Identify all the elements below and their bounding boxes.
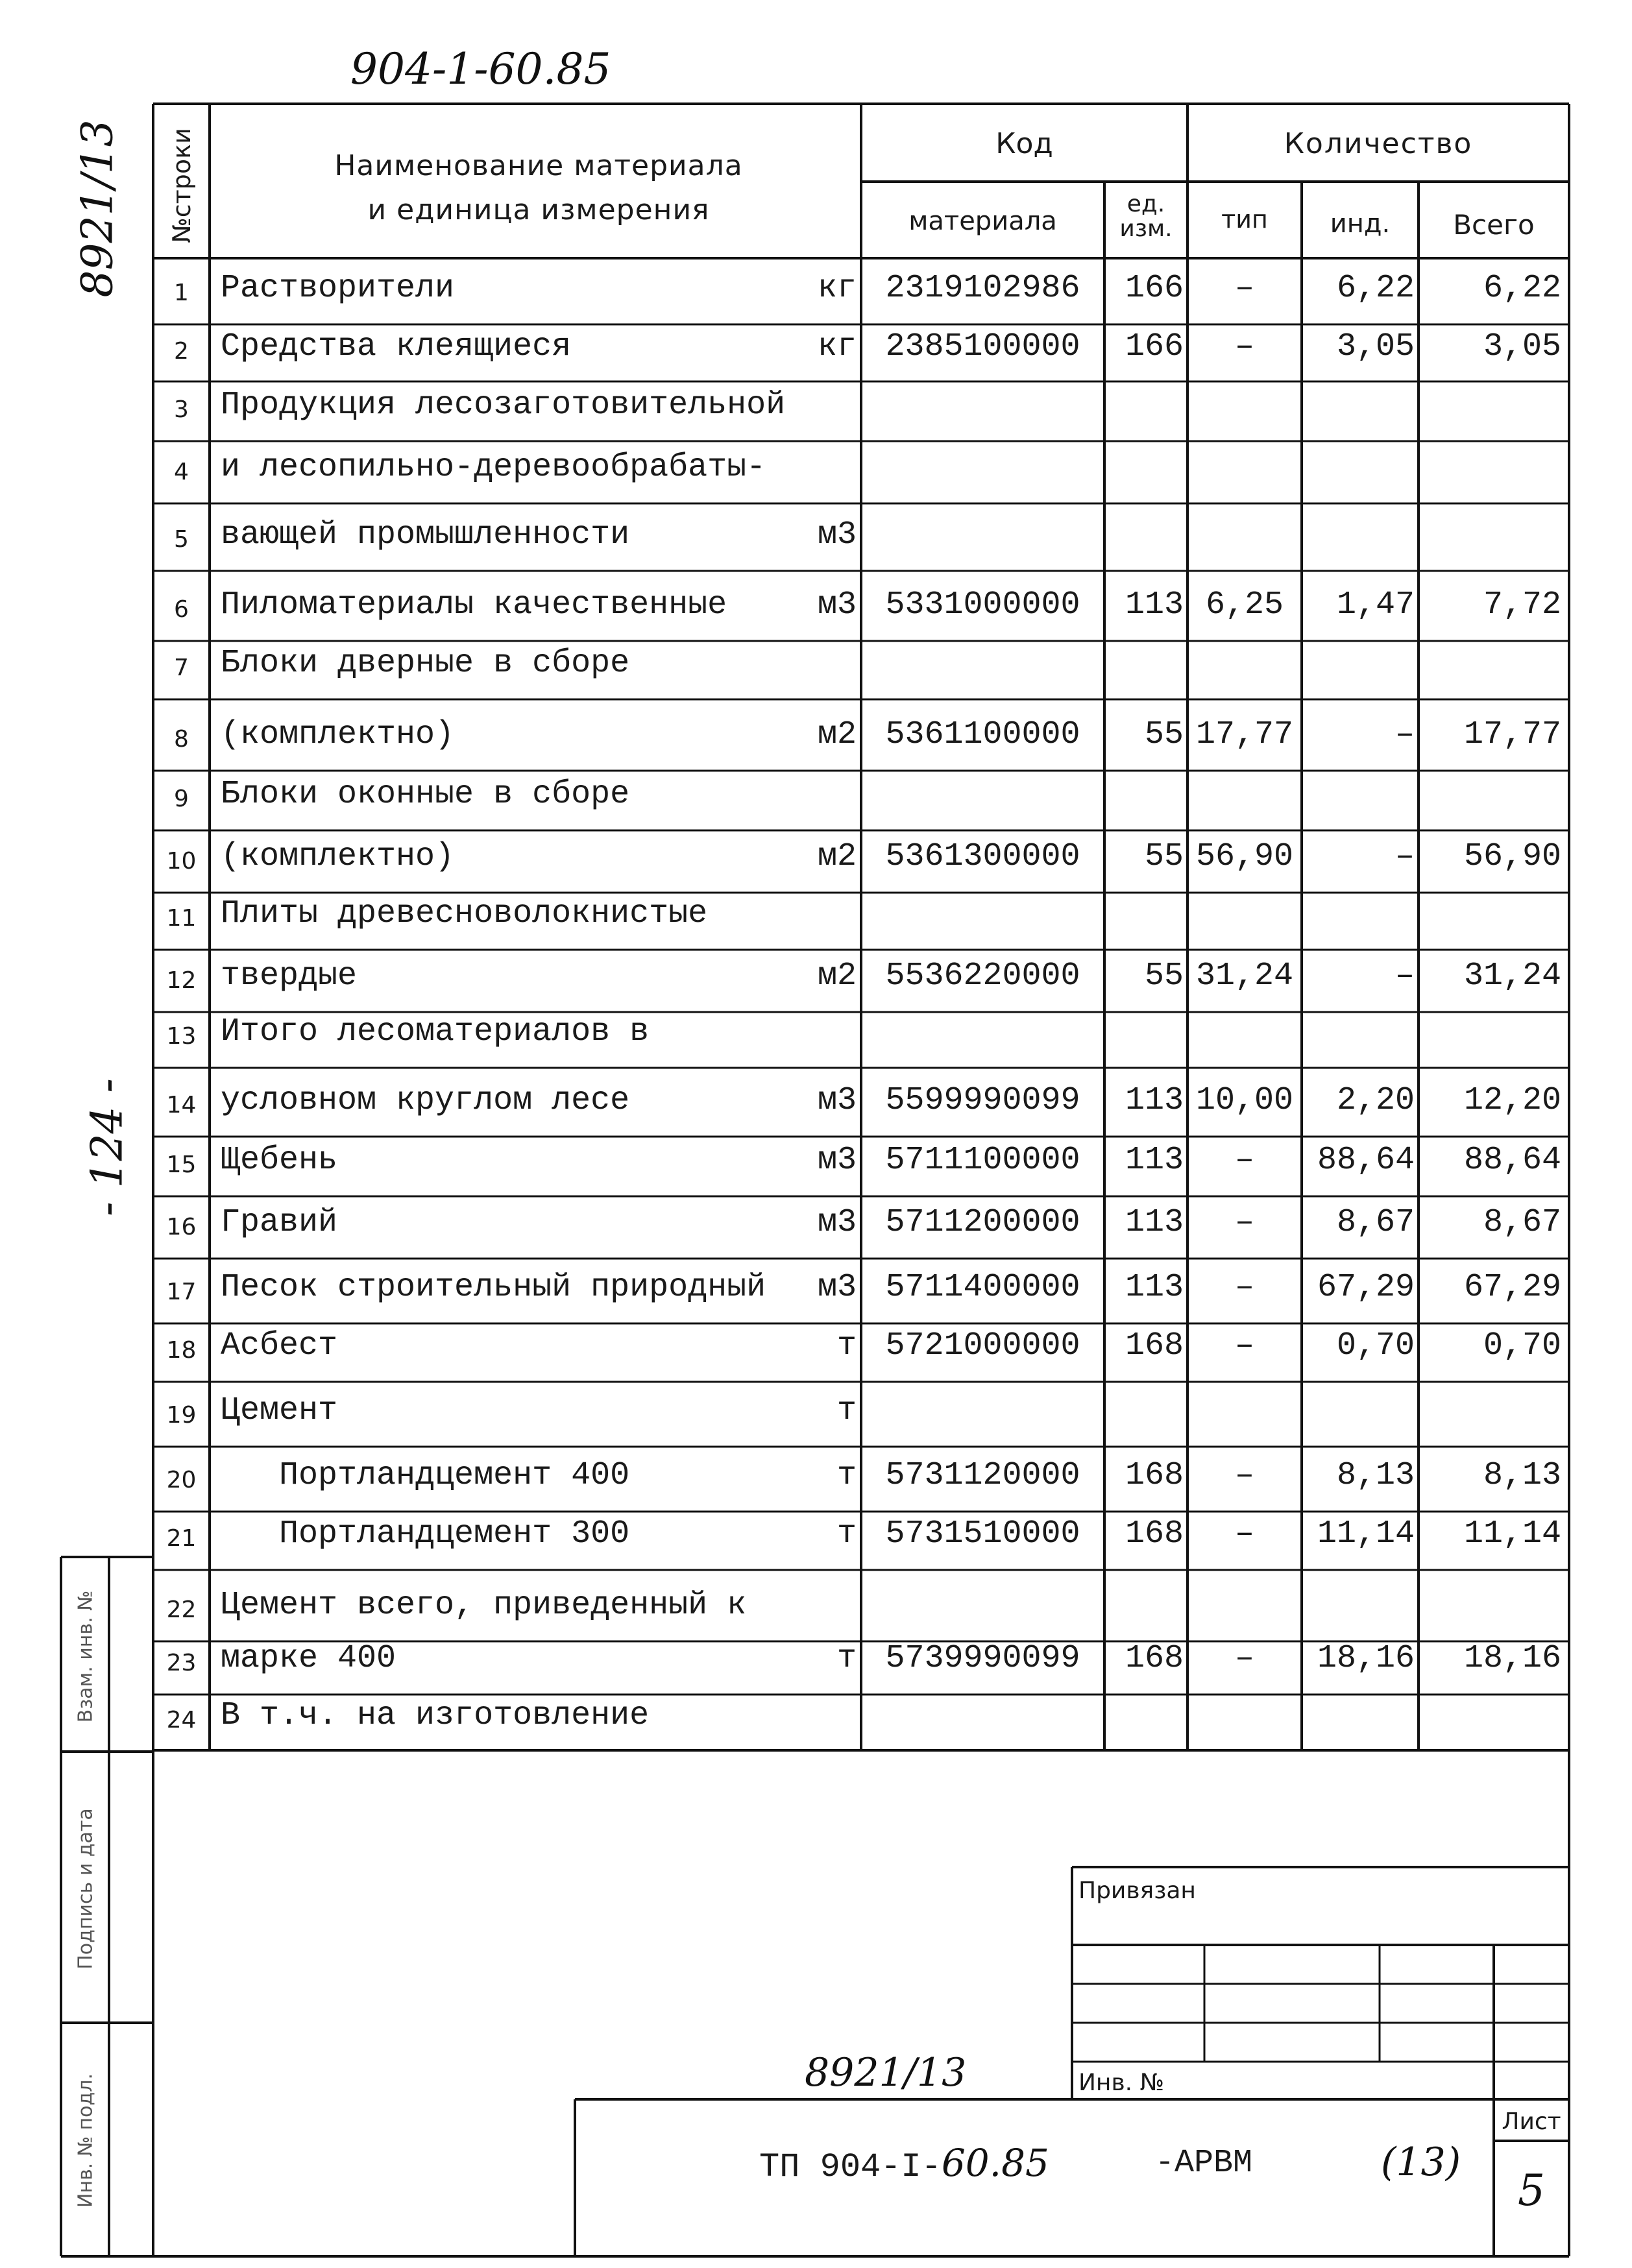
header-name: Наименование материала и единица измерения: [334, 149, 743, 227]
row-1-code: 2319102986: [885, 270, 1080, 307]
row-11-n: 11: [166, 905, 197, 932]
row-13-name: Итого лесоматериалов в: [221, 1013, 650, 1050]
row-23-name: марке 400: [221, 1640, 396, 1677]
row-16-total: 8,67: [1483, 1204, 1561, 1241]
row-16-name: Гравий: [221, 1204, 338, 1241]
row-22-n: 22: [166, 1597, 197, 1623]
row-8-uc: 55: [1144, 716, 1184, 753]
row-14-uc: 113: [1125, 1082, 1184, 1119]
row-12-unit: м2: [817, 958, 857, 995]
row-5-name: вающей промышленности: [221, 516, 630, 553]
row-7-n: 7: [174, 655, 189, 681]
row-8-ind: –: [1395, 716, 1415, 753]
row-9-n: 9: [174, 786, 189, 812]
row-2-uc: 166: [1125, 328, 1184, 365]
row-14-total: 12,20: [1463, 1082, 1561, 1119]
stamp-doc-suffix: -АРВМ: [1155, 2145, 1253, 2182]
row-10-ind: –: [1395, 838, 1415, 875]
row-18-total: 0,70: [1483, 1327, 1561, 1364]
row-6-code: 5331000000: [885, 586, 1080, 623]
row-15-unit: м3: [817, 1142, 857, 1179]
row-7-name: Блоки дверные в сборе: [221, 645, 630, 682]
row-17-unit: м3: [817, 1269, 857, 1306]
row-15-uc: 113: [1125, 1142, 1184, 1179]
row-1-uc: 166: [1125, 270, 1184, 307]
row-8-name: (комплектно): [221, 716, 455, 753]
row-20-name: Портландцемент 400: [221, 1457, 630, 1494]
row-16-unit: м3: [817, 1204, 857, 1241]
row-10-n: 10: [166, 848, 197, 875]
header-unit-code: ед. изм.: [1119, 191, 1173, 242]
row-4-name: и лесопильно-деревообрабаты-: [221, 449, 766, 486]
stamp-inv-no: Инв. №: [1078, 2069, 1165, 2096]
row-10-unit: м2: [817, 838, 857, 875]
row-1-name: Растворители: [221, 270, 455, 307]
row-1-ind: 6,22: [1336, 270, 1415, 307]
row-8-code: 5361100000: [885, 716, 1080, 753]
row-15-total: 88,64: [1463, 1142, 1561, 1179]
row-5-n: 5: [174, 526, 189, 553]
row-21-ind: 11,14: [1317, 1515, 1415, 1552]
row-18-unit: т: [836, 1327, 857, 1364]
row-12-uc: 55: [1144, 958, 1184, 995]
stamp-doc-code-hand: 60.85: [941, 2141, 1049, 2185]
header-ind: инд.: [1330, 209, 1391, 239]
row-6-n: 6: [174, 596, 189, 623]
row-17-n: 17: [166, 1279, 197, 1305]
row-21-type: –: [1234, 1515, 1254, 1552]
row-23-type: –: [1234, 1640, 1254, 1677]
row-19-name: Цемент: [221, 1392, 338, 1429]
row-18-n: 18: [166, 1337, 197, 1364]
row-8-total: 17,77: [1463, 716, 1561, 753]
row-23-ind: 18,16: [1317, 1640, 1415, 1677]
row-20-type: –: [1234, 1457, 1254, 1494]
side-label-podpis: Подпись и дата: [74, 1808, 97, 1970]
side-label-vzam: Взам. инв. №: [74, 1590, 97, 1723]
header-row-no: №строки: [167, 128, 196, 243]
row-15-ind: 88,64: [1317, 1142, 1415, 1179]
row-2-name: Средства клеящиеся: [221, 328, 572, 365]
row-10-total: 56,90: [1463, 838, 1561, 875]
row-21-uc: 168: [1125, 1515, 1184, 1552]
row-15-code: 5711100000: [885, 1142, 1080, 1179]
row-23-code: 5739990099: [885, 1640, 1080, 1677]
row-8-n: 8: [174, 726, 189, 753]
row-21-unit: т: [836, 1515, 857, 1552]
row-20-code: 5731120000: [885, 1457, 1080, 1494]
row-19-n: 19: [166, 1402, 197, 1429]
stamp-handwritten-no: 8921/13: [805, 2050, 967, 2095]
row-15-name: Щебень: [221, 1142, 338, 1179]
row-22-name: Цемент всего, приведенный к: [221, 1587, 747, 1624]
row-14-ind: 2,20: [1336, 1082, 1415, 1119]
row-1-type: –: [1234, 270, 1254, 307]
row-23-n: 23: [166, 1650, 197, 1676]
row-6-type: 6,25: [1205, 586, 1284, 623]
row-23-uc: 168: [1125, 1640, 1184, 1677]
row-18-code: 5721000000: [885, 1327, 1080, 1364]
row-23-total: 18,16: [1463, 1640, 1561, 1677]
row-13-n: 13: [166, 1023, 197, 1050]
row-17-name: Песок строительный природный: [221, 1269, 766, 1306]
row-20-n: 20: [166, 1467, 197, 1493]
page-number-vertical: - 124 -: [82, 1078, 132, 1216]
row-21-n: 21: [166, 1525, 197, 1552]
row-3-name: Продукция лесозаготовительной: [221, 387, 786, 424]
row-20-ind: 8,13: [1336, 1457, 1415, 1494]
row-8-unit: м2: [817, 716, 857, 753]
row-10-code: 5361300000: [885, 838, 1080, 875]
row-6-name: Пиломатериалы качественные: [221, 586, 727, 623]
row-10-uc: 55: [1144, 838, 1184, 875]
row-23-unit: т: [836, 1640, 857, 1677]
row-24-name: В т.ч. на изготовление: [221, 1697, 650, 1734]
row-8-type: 17,77: [1195, 716, 1294, 753]
row-17-uc: 113: [1125, 1269, 1184, 1306]
header-quantity: Количество: [1284, 127, 1473, 160]
row-16-n: 16: [166, 1214, 197, 1240]
row-16-ind: 8,67: [1336, 1204, 1415, 1241]
row-18-uc: 168: [1125, 1327, 1184, 1364]
row-15-n: 15: [166, 1152, 197, 1178]
stamp-doc-code: [759, 2141, 1049, 2186]
row-24-n: 24: [166, 1707, 197, 1733]
row-14-unit: м3: [817, 1082, 857, 1119]
row-14-n: 14: [166, 1092, 197, 1118]
row-15-type: –: [1234, 1142, 1254, 1179]
row-12-type: 31,24: [1195, 958, 1294, 995]
header-material: материала: [908, 206, 1057, 236]
row-3-n: 3: [174, 396, 189, 423]
row-1-unit: кг: [817, 270, 857, 307]
row-2-ind: 3,05: [1336, 328, 1415, 365]
row-10-name: (комплектно): [221, 838, 455, 875]
row-21-code: 5731510000: [885, 1515, 1080, 1552]
stamp-list-value: 5: [1518, 2165, 1545, 2215]
row-6-total: 7,72: [1483, 586, 1561, 623]
row-20-total: 8,13: [1483, 1457, 1561, 1494]
stamp-list-label: Лист: [1502, 2108, 1561, 2135]
header-code: Код: [995, 127, 1053, 160]
row-2-total: 3,05: [1483, 328, 1561, 365]
handwritten-doc-code: 904-1-60.85: [350, 44, 611, 94]
row-16-type: –: [1234, 1204, 1254, 1241]
row-9-name: Блоки оконные в сборе: [221, 776, 630, 813]
row-1-n: 1: [174, 280, 189, 306]
row-18-ind: 0,70: [1336, 1327, 1415, 1364]
row-2-code: 2385100000: [885, 328, 1080, 365]
row-4-n: 4: [174, 459, 189, 485]
row-17-total: 67,29: [1463, 1269, 1561, 1306]
row-21-name: Портландцемент 300: [221, 1515, 630, 1552]
row-20-unit: т: [836, 1457, 857, 1494]
row-1-total: 6,22: [1483, 270, 1561, 307]
left-margin-number: 8921/13: [72, 119, 123, 298]
row-14-type: 10,00: [1195, 1082, 1294, 1119]
row-2-unit: кг: [817, 328, 857, 365]
row-10-type: 56,90: [1195, 838, 1294, 875]
row-14-code: 5599990099: [885, 1082, 1080, 1119]
header-total: Всего: [1453, 209, 1535, 241]
row-12-ind: –: [1395, 958, 1415, 995]
row-17-type: –: [1234, 1269, 1254, 1306]
row-12-name: твердые: [221, 958, 358, 995]
row-17-code: 5711400000: [885, 1269, 1080, 1306]
row-12-n: 12: [166, 967, 197, 994]
row-11-name: Плиты древесноволокнистые: [221, 895, 708, 932]
row-21-total: 11,14: [1463, 1515, 1561, 1552]
row-18-type: –: [1234, 1327, 1254, 1364]
row-16-code: 5711200000: [885, 1204, 1080, 1241]
row-14-name: условном круглом лесе: [221, 1082, 630, 1119]
row-6-ind: 1,47: [1336, 586, 1415, 623]
header-type: тип: [1221, 205, 1268, 234]
stamp-sheet-paren: (13): [1381, 2140, 1461, 2185]
stamp-privyazan: Привязан: [1078, 1877, 1196, 1904]
row-17-ind: 67,29: [1317, 1269, 1415, 1306]
row-6-unit: м3: [817, 586, 857, 623]
row-18-name: Асбест: [221, 1327, 338, 1364]
row-2-type: –: [1234, 328, 1254, 365]
row-12-total: 31,24: [1463, 958, 1561, 995]
row-20-uc: 168: [1125, 1457, 1184, 1494]
row-16-uc: 113: [1125, 1204, 1184, 1241]
stamp-doc-code-prefix: ТП 904-I-: [759, 2148, 942, 2186]
row-6-uc: 113: [1125, 586, 1184, 623]
row-5-unit: м3: [817, 516, 857, 553]
row-19-unit: т: [836, 1392, 857, 1429]
side-label-inv-podl: Инв. № подл.: [74, 2073, 97, 2208]
row-12-code: 5536220000: [885, 958, 1080, 995]
row-2-n: 2: [174, 338, 189, 365]
